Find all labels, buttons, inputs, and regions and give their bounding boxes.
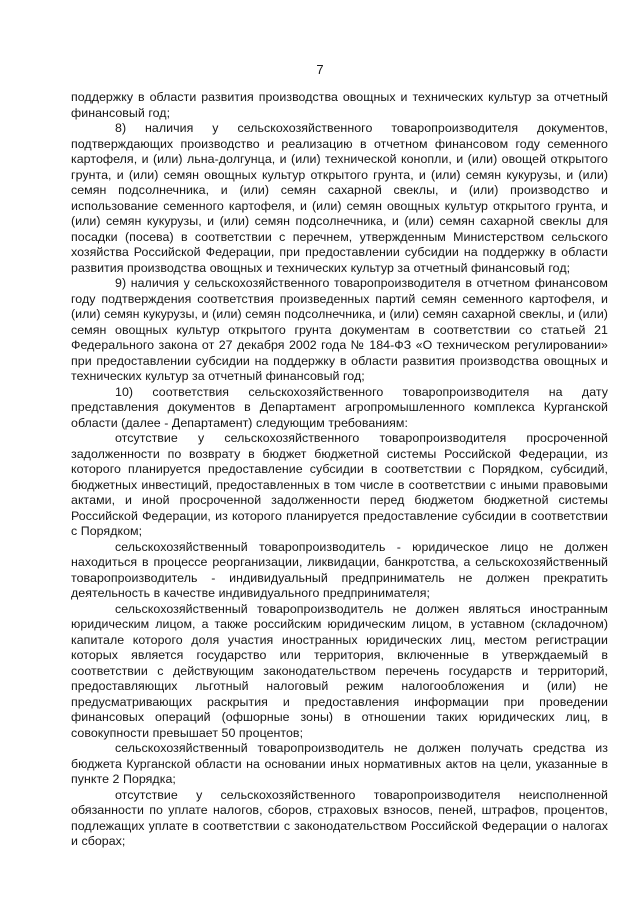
requirement-no-tax-debt: отсутствие у сельскохозяйственного товаропроизводителя неисполненной обязанности по уплате налогов, сборов, страховых взносов, пеней, штрафов, процентов, подлежащих уплате в соответствии с законодательством Российской Федерации о налогах и сборах; xyxy=(71,787,608,848)
paragraph-item-8: 8) наличия у сельскохозяйственного товаропроизводителя документов, подтверждающих производство и реализацию в отчетном финансовом году семенного картофеля, и (или) льна-долгунца, и (или) технической конопли, и (или) овощей открытого грунта, и (или) семян овощных культур открытого грунта, и (или) семян кукурузы, и (или) семян подсолнечника, и (или) семян сахарной свеклы, и (или) производство и использование семенного картофеля, и (или) семян овощных культур открытого грунта, и (или) семян кукурузы, и (или) семян подсолнечника, и (или) семян сахарной свеклы для посадки (посева) в соответствии с перечнем, утвержденным Министерством сельского хозяйства Российской Федерации, при предоставлении субсидии на поддержку в области развития производства овощных и технических культур за отчетный финансовый год; xyxy=(71,121,608,275)
document-body xyxy=(71,90,608,850)
requirement-not-foreign-entity: сельскохозяйственный товаропроизводитель не должен являться иностранным юридическим лицом, а также российским юридическим лицом, в уставном (складочном) капитале которого доля участия иностранных юридических лиц, местом регистрации которых является государство или территория, включенные в утверждаемый в соответствии с действующим законодательством перечень государств и территорий, предоставляющих льготный налоговый режим налогообложения и (или) не предусматривающих раскрытия и предоставления информации при проведении финансовых операций (офшорные зоны) в отношении таких юридических лиц, в совокупности превышает 50 процентов; xyxy=(71,601,608,740)
requirement-no-overdue-debt: отсутствие у сельскохозяйственного товаропроизводителя просроченной задолженности по возврату в бюджет бюджетной системы Российской Федерации, из которого планируется предоставление субсидии в соответствии с Порядком, субсидий, бюджетных инвестиций, предоставленных в том числе в соответствии с иными правовыми актами, и иной просроченной задолженности перед бюджетом бюджетной системы Российской Федерации, из которого планируется предоставление субсидии в соответствии с Порядком; xyxy=(71,431,608,538)
requirement-no-reorganization: сельскохозяйственный товаропроизводитель - юридическое лицо не должен находиться в процессе реорганизации, ликвидации, банкротства, а сельскохозяйственный товаропроизводитель - индивидуальный предприниматель не должен прекратить деятельность в качестве индивидуального предпринимателя; xyxy=(71,539,608,600)
page-number: 7 xyxy=(316,62,324,77)
paragraph-item-10: 10) соответствия сельскохозяйственного товаропроизводителя на дату представления документов в Департамент агропромышленного комплекса Курганской области (далее - Департамент) следующим требованиям: xyxy=(71,384,608,430)
requirement-no-other-funds: сельскохозяйственный товаропроизводитель не должен получать средства из бюджета Курганской области на основании иных нормативных актов на цели, указанные в пункте 2 Порядка; xyxy=(71,741,608,786)
paragraph-item-9: 9) наличия у сельскохозяйственного товаропроизводителя в отчетном финансовом году подтверждения соответствия произведенных партий семян семенного картофеля, и (или) семян кукурузы, и (или) семян подсолнечника, и (или) семян сахарной свеклы, и (или) семян овощных культур открытого грунта документам в соответствии со статьей 21 Федерального закона от 27 декабря 2002 года № 184-ФЗ «О техническом регулировании» при предоставлении субсидии на поддержку в области развития производства овощных и технических культур за отчетный финансовый год; xyxy=(71,276,608,383)
paragraph-continuation: поддержку в области развития производства овощных и технических культур за отчетный финансовый год; xyxy=(71,90,608,120)
